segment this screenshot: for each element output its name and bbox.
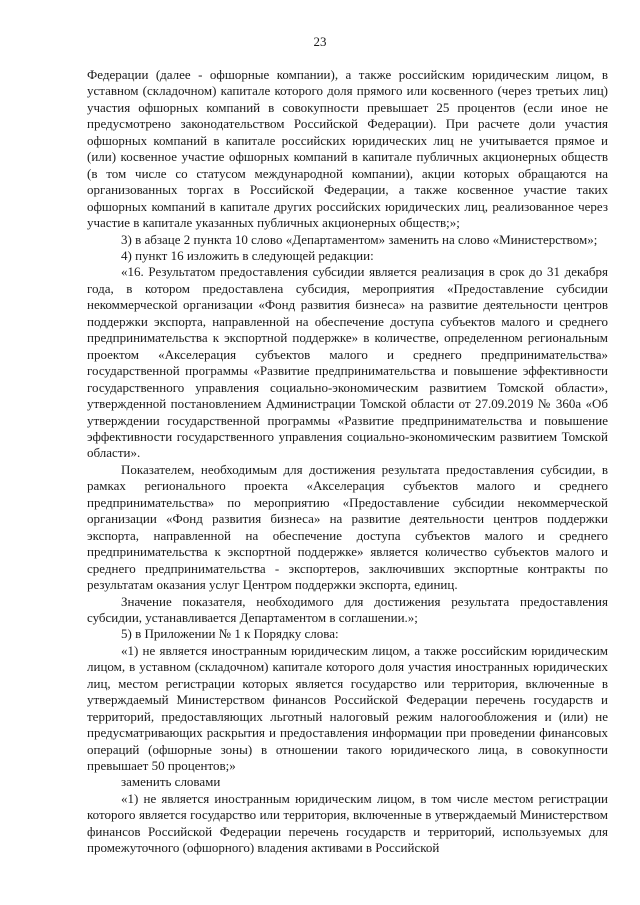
paragraph-clause-16: «16. Результатом предоставления субсидии является реализация в срок до 31 декабря года, в котором предоставлена субсидия, мероприятия «Предоставление субсидии некоммерческой организации «Фонд развития бизнеса» на развитие деятельности центров поддержки экспорта, направленной на обеспечение доступа субъектов малого и среднего предпринимательства к экспортной поддержке» в количестве, определенном региональным проектом «Акселерация субъектов малого и среднего предпринимательства» государственной программы «Развитие предпринимательства и повышение эффективности государственного управления социально-экономическим развитием Томской области», утвержденной постановлением Администрации Томской области от 27.09.2019 № 360а «Об утверждении государственной программы «Развитие предпринимательства и повышение эффективности государственного управления социально-экономическим развитием Томской области». xyxy=(87,264,608,461)
paragraph-indicator-value: Значение показателя, необходимого для достижения результата предоставления субсидии, устанавливается Департаментом в соглашении.»; xyxy=(87,593,608,625)
document-body xyxy=(87,67,608,857)
paragraph-replace-with: заменить словами xyxy=(121,774,221,790)
paragraph-old-wording: «1) не является иностранным юридическим лицом, а также российским юридическим лицом, в уставном (складочном) капитале которого доля участия иностранных юридических лиц, местом регистрации которых является государство или территория, включенные в утверждаемый Министерством финансов Российской Федерации перечень государств и территорий, предоставляющих льготный налоговый режим налогообложения и (или) не предусматривающих раскрытия и предоставления информации при проведении финансовых операций (офшорные зоны) в отношении такого юридического лица, в совокупности превышает 50 процентов;» xyxy=(87,642,608,774)
page-number: 23 xyxy=(313,34,327,49)
paragraph-item-4: 4) пункт 16 изложить в следующей редакции: xyxy=(121,247,374,263)
paragraph-new-wording: «1) не является иностранным юридическим лицом, в том числе местом регистрации которого является государство или территория, включенные в утверждаемый Министерством финансов Российской Федерации перечень государств и территорий, используемых для промежуточного (офшорного) владения активами в Российской xyxy=(87,790,608,856)
paragraph-offshore-continuation: Федерации (далее - офшорные компании), а также российским юридическим лицом, в уставном (складочном) капитале которого доля прямого или косвенного (через третьих лиц) участия офшорных компаний в совокупности превышает 25 процентов (если иное не предусмотрено законодательством Российской Федерации). При расчете доли участия офшорных компаний в капитале российских юридических лиц не учитывается прямое и (или) косвенное участие офшорных компаний в капитале публичных акционерных обществ (в том числе со статусом международной компании), акции которых обращаются на организованных торгах в Российской Федерации, а также косвенное участие таких офшорных компаний в капитале других российских юридических лиц, реализованное через участие в капитале указанных публичных акционерных обществ;»; xyxy=(87,67,608,231)
paragraph-item-3: 3) в абзаце 2 пункта 10 слово «Департаментом» заменить на слово «Министерством»; xyxy=(121,231,598,247)
paragraph-indicator: Показателем, необходимым для достижения результата предоставления субсидии, в рамках регионального проекта «Акселерация субъектов малого и среднего предпринимательства» по мероприятию «Предоставление субсидии некоммерческой организации «Фонд развития бизнеса» на развитие деятельности центров поддержки экспорта, направленной на обеспечение доступа субъектов малого и среднего предпринимательства к экспортной поддержке» является количество субъектов малого и среднего предпринимательства - экспортеров, заключивших экспортные контракты по результатам оказания услуг Центром поддержки экспорта, единиц. xyxy=(87,461,608,593)
paragraph-item-5: 5) в Приложении № 1 к Порядку слова: xyxy=(121,626,339,642)
